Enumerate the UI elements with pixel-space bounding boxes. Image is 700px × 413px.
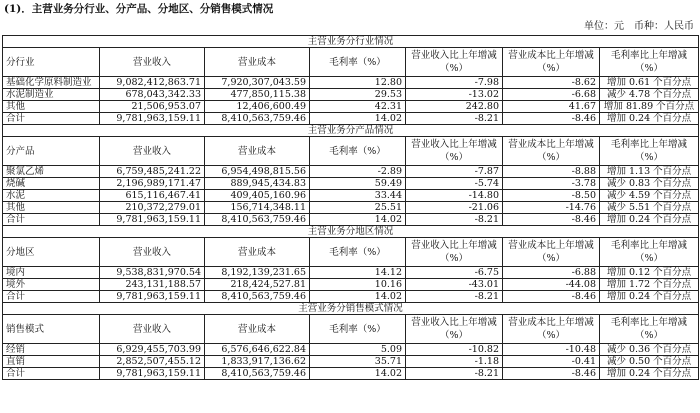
row-label: 境内 — [3, 267, 100, 279]
cell-revenue: 21,506,953.07 — [100, 101, 205, 113]
cell-rev-change: -8.21 — [406, 291, 503, 303]
cell-rev-change: -5.74 — [406, 178, 503, 190]
revenue-breakdown-table — [2, 35, 699, 380]
row-label: 基础化学原料制造业 — [3, 77, 100, 89]
section-caption-row — [3, 226, 699, 238]
cell-revenue: 9,538,831,970.54 — [100, 267, 205, 279]
cell-margin: 33.44 — [310, 190, 406, 202]
section-caption-row — [3, 125, 699, 137]
cell-revenue: 2,852,507,455.12 — [100, 356, 205, 368]
cell-rev-change: -13.02 — [406, 89, 503, 101]
cell-rev-change: -6.75 — [406, 267, 503, 279]
row-label: 经销 — [3, 344, 100, 356]
cell-margin: 29.53 — [310, 89, 406, 101]
column-header-cost: 营业成本 — [205, 315, 310, 344]
column-header-cost-change: 营业成本比上年增减（%） — [503, 48, 600, 77]
cell-revenue: 615,116,467.41 — [100, 190, 205, 202]
column-header-cost: 营业成本 — [205, 238, 310, 267]
row-label: 聚氯乙烯 — [3, 166, 100, 178]
row-label: 烧碱 — [3, 178, 100, 190]
document-title: (1)．主营业务分行业、分产品、分地区、分销售模式情况 — [4, 3, 274, 15]
column-header-row — [3, 315, 699, 344]
cell-cost-change: -6.68 — [503, 89, 600, 101]
cell-revenue: 9,082,412,863.71 — [100, 77, 205, 89]
table-row — [3, 77, 699, 89]
cell-cost-change: -14.76 — [503, 202, 600, 214]
column-header-revenue: 营业收入 — [100, 137, 205, 166]
cell-cost: 12,406,600.49 — [205, 101, 310, 113]
column-header-margin-change: 毛利率比上年增减（%） — [600, 137, 699, 166]
cell-revenue: 9,781,963,159.11 — [100, 291, 205, 303]
unit-currency-note: 单位：元 币种：人民币 — [584, 21, 694, 32]
column-header-revenue: 营业收入 — [100, 48, 205, 77]
section-caption-row — [3, 36, 699, 48]
cell-margin-change: 减少 4.78 个百分点 — [600, 89, 699, 101]
cell-margin: -2.89 — [310, 166, 406, 178]
cell-cost-change: -0.41 — [503, 356, 600, 368]
cell-rev-change: -43.01 — [406, 279, 503, 291]
cell-revenue: 6,929,455,703.99 — [100, 344, 205, 356]
cell-cost-change: -8.46 — [503, 214, 600, 226]
cell-rev-change: -8.21 — [406, 214, 503, 226]
cell-margin: 14.02 — [310, 113, 406, 125]
cell-cost-change: -8.88 — [503, 166, 600, 178]
cell-cost: 156,714,348.11 — [205, 202, 310, 214]
table-row — [3, 368, 699, 380]
cell-margin: 59.49 — [310, 178, 406, 190]
cell-rev-change: -10.82 — [406, 344, 503, 356]
column-header-cost-change: 营业成本比上年增减（%） — [503, 238, 600, 267]
cell-margin-change: 增加 0.61 个百分点 — [600, 77, 699, 89]
column-header-row — [3, 48, 699, 77]
cell-cost: 1,833,917,136.62 — [205, 356, 310, 368]
column-header-cost: 营业成本 — [205, 48, 310, 77]
table-row — [3, 101, 699, 113]
cell-margin-change: 减少 5.51 个百分点 — [600, 202, 699, 214]
column-header-margin-change: 毛利率比上年增减（%） — [600, 315, 699, 344]
cell-cost: 8,410,563,759.46 — [205, 214, 310, 226]
cell-margin-change: 增加 1.13 个百分点 — [600, 166, 699, 178]
cell-revenue: 9,781,963,159.11 — [100, 368, 205, 380]
row-label: 直销 — [3, 356, 100, 368]
row-label: 合计 — [3, 113, 100, 125]
dimension-header: 分行业 — [3, 48, 100, 77]
column-header-margin: 毛利率（%） — [310, 137, 406, 166]
cell-cost-change: 41.67 — [503, 101, 600, 113]
cell-margin: 14.02 — [310, 291, 406, 303]
cell-margin: 12.80 — [310, 77, 406, 89]
cell-cost-change: -8.50 — [503, 190, 600, 202]
table-row — [3, 291, 699, 303]
cell-margin-change: 增加 1.72 个百分点 — [600, 279, 699, 291]
column-header-margin: 毛利率（%） — [310, 48, 406, 77]
cell-margin-change: 增加 0.12 个百分点 — [600, 267, 699, 279]
cell-revenue: 2,196,989,171.47 — [100, 178, 205, 190]
column-header-cost: 营业成本 — [205, 137, 310, 166]
row-label: 合计 — [3, 214, 100, 226]
cell-cost-change: -3.78 — [503, 178, 600, 190]
cell-cost: 8,410,563,759.46 — [205, 291, 310, 303]
cell-revenue: 9,781,963,159.11 — [100, 113, 205, 125]
cell-margin: 10.16 — [310, 279, 406, 291]
cell-cost: 6,954,498,815.56 — [205, 166, 310, 178]
cell-margin-change: 减少 0.36 个百分点 — [600, 344, 699, 356]
cell-cost: 889,945,434.83 — [205, 178, 310, 190]
column-header-rev-change: 营业收入比上年增减（%） — [406, 137, 503, 166]
cell-margin-change: 减少 0.83 个百分点 — [600, 178, 699, 190]
column-header-revenue: 营业收入 — [100, 315, 205, 344]
cell-rev-change: -8.21 — [406, 113, 503, 125]
cell-cost: 8,410,563,759.46 — [205, 368, 310, 380]
dimension-header: 销售模式 — [3, 315, 100, 344]
cell-margin: 14.02 — [310, 368, 406, 380]
table-row — [3, 166, 699, 178]
section-caption: 主营业务分行业情况 — [3, 36, 699, 48]
table-row — [3, 89, 699, 101]
column-header-revenue: 营业收入 — [100, 238, 205, 267]
cell-rev-change: -1.18 — [406, 356, 503, 368]
column-header-cost-change: 营业成本比上年增减（%） — [503, 315, 600, 344]
cell-revenue: 243,131,188.57 — [100, 279, 205, 291]
cell-cost-change: -44.08 — [503, 279, 600, 291]
column-header-row — [3, 238, 699, 267]
cell-margin: 14.12 — [310, 267, 406, 279]
section-caption: 主营业务分销售模式情况 — [3, 303, 699, 315]
cell-revenue: 210,372,279.01 — [100, 202, 205, 214]
cell-cost-change: -10.48 — [503, 344, 600, 356]
cell-margin: 5.09 — [310, 344, 406, 356]
row-label: 其他 — [3, 202, 100, 214]
section-caption: 主营业务分地区情况 — [3, 226, 699, 238]
table-row — [3, 113, 699, 125]
row-label: 水泥 — [3, 190, 100, 202]
row-label: 其他 — [3, 101, 100, 113]
cell-margin-change: 减少 0.50 个百分点 — [600, 356, 699, 368]
cell-rev-change: 242.80 — [406, 101, 503, 113]
table-row — [3, 279, 699, 291]
row-label: 境外 — [3, 279, 100, 291]
column-header-rev-change: 营业收入比上年增减（%） — [406, 315, 503, 344]
cell-rev-change: -7.87 — [406, 166, 503, 178]
row-label: 合计 — [3, 291, 100, 303]
table-row — [3, 190, 699, 202]
cell-cost-change: -8.46 — [503, 113, 600, 125]
cell-margin-change: 增加 0.24 个百分点 — [600, 291, 699, 303]
column-header-margin-change: 毛利率比上年增减（%） — [600, 238, 699, 267]
table-row — [3, 344, 699, 356]
cell-rev-change: -7.98 — [406, 77, 503, 89]
table-row — [3, 356, 699, 368]
column-header-margin: 毛利率（%） — [310, 315, 406, 344]
table-row — [3, 267, 699, 279]
cell-margin: 25.51 — [310, 202, 406, 214]
section-caption-row — [3, 303, 699, 315]
cell-cost: 409,405,160.96 — [205, 190, 310, 202]
cell-cost: 6,576,646,622.84 — [205, 344, 310, 356]
table-row — [3, 202, 699, 214]
cell-cost: 7,920,307,043.59 — [205, 77, 310, 89]
cell-cost-change: -8.62 — [503, 77, 600, 89]
cell-margin-change: 减少 4.59 个百分点 — [600, 190, 699, 202]
row-label: 水泥制造业 — [3, 89, 100, 101]
dimension-header: 分地区 — [3, 238, 100, 267]
cell-cost: 8,192,139,231.65 — [205, 267, 310, 279]
cell-margin-change: 增加 0.24 个百分点 — [600, 214, 699, 226]
cell-revenue: 9,781,963,159.11 — [100, 214, 205, 226]
row-label: 合计 — [3, 368, 100, 380]
table-row — [3, 214, 699, 226]
column-header-row — [3, 137, 699, 166]
column-header-margin: 毛利率（%） — [310, 238, 406, 267]
section-caption: 主营业务分产品情况 — [3, 125, 699, 137]
cell-margin: 35.71 — [310, 356, 406, 368]
cell-revenue: 678,043,342.33 — [100, 89, 205, 101]
table-body — [3, 36, 699, 380]
cell-margin: 14.02 — [310, 214, 406, 226]
column-header-rev-change: 营业收入比上年增减（%） — [406, 238, 503, 267]
cell-cost-change: -8.46 — [503, 291, 600, 303]
cell-margin-change: 增加 0.24 个百分点 — [600, 368, 699, 380]
cell-revenue: 6,759,485,241.22 — [100, 166, 205, 178]
cell-margin-change: 增加 81.89 个百分点 — [600, 101, 699, 113]
cell-rev-change: -21.06 — [406, 202, 503, 214]
cell-margin: 42.31 — [310, 101, 406, 113]
cell-cost: 218,424,527.81 — [205, 279, 310, 291]
cell-cost: 477,850,115.38 — [205, 89, 310, 101]
cell-margin-change: 增加 0.24 个百分点 — [600, 113, 699, 125]
cell-rev-change: -14.80 — [406, 190, 503, 202]
cell-cost: 8,410,563,759.46 — [205, 113, 310, 125]
cell-cost-change: -6.88 — [503, 267, 600, 279]
cell-rev-change: -8.21 — [406, 368, 503, 380]
dimension-header: 分产品 — [3, 137, 100, 166]
cell-cost-change: -8.46 — [503, 368, 600, 380]
column-header-rev-change: 营业收入比上年增减（%） — [406, 48, 503, 77]
column-header-margin-change: 毛利率比上年增减（%） — [600, 48, 699, 77]
column-header-cost-change: 营业成本比上年增减（%） — [503, 137, 600, 166]
table-row — [3, 178, 699, 190]
